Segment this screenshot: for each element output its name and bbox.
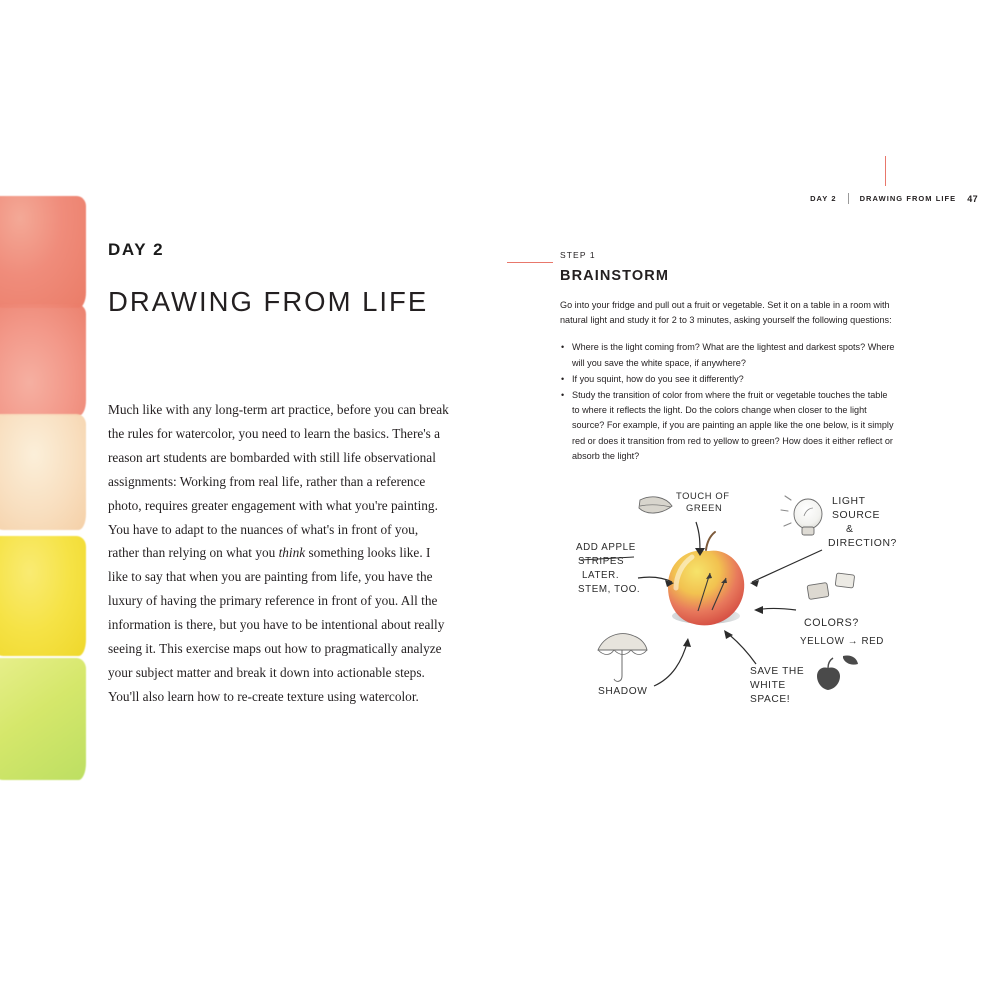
- swatch-peach: [0, 414, 86, 530]
- step-label: STEP 1: [560, 250, 596, 260]
- annotation-save-white-space: [750, 666, 804, 705]
- swatch-salmon: [0, 304, 86, 416]
- annotation-line: DIRECTION?: [828, 538, 897, 549]
- brainstorm-illustration: [560, 478, 920, 778]
- running-head: [810, 193, 978, 204]
- list-item: • If you squint, how do you see it differently?: [560, 372, 896, 387]
- annotation-line: LIGHT: [832, 496, 866, 507]
- annotation-line: SPACE!: [750, 694, 791, 705]
- annotation-line: SAVE THE: [750, 666, 805, 677]
- list-item: • Where is the light coming from? What are the lightest and darkest spots? Where will you save the white space, if anywhere?: [560, 340, 896, 370]
- body-text-part-2: something looks like. I like to say that when you are painting from life, you have the luxury of having the primary reference in front of you. All the information is there, but you have to be intentional about really seeing it. This exercise maps out how to pragmatically analyze your subject matter and break it down into actionable steps. You'll also learn how to re-create texture using watercolor.: [108, 545, 445, 704]
- annotation-colors: [800, 617, 884, 647]
- annotation-line: YELLOW → RED: [800, 636, 884, 647]
- leaf-icon: [639, 497, 672, 513]
- annotation-line: COLORS?: [804, 617, 859, 629]
- swatch-yellow: [0, 536, 86, 656]
- swatch-green-yellow: [0, 658, 86, 780]
- lightbulb-icon: [781, 496, 822, 535]
- question-list: [560, 340, 896, 464]
- annotation-line: WHITE: [750, 680, 786, 691]
- annotation-light-source: [828, 496, 897, 549]
- body-text-italic: think: [278, 545, 306, 561]
- annotation-line: GREEN: [686, 502, 723, 513]
- step-accent-rule: [507, 262, 553, 263]
- running-head-tick: [885, 156, 886, 186]
- annotation-line: STEM, TOO.: [578, 584, 641, 595]
- annotation-touch-of-green: [676, 490, 730, 513]
- body-text-part-1: Much like with any long-term art practice, before you can break the rules for watercolor, you need to learn the basics. There's a reason art students are bombarded with still life observational assignments: Working from real life, rather than a reference photo, requires greater engagement with what you're painting. You have to adapt to the nuances of what's in front of you, rather than relying on what you: [108, 402, 449, 561]
- day-label: DAY 2: [108, 240, 165, 259]
- annotation-line: &: [846, 524, 854, 535]
- running-head-divider: [848, 193, 849, 204]
- annotation-line: STRIPES: [578, 556, 625, 567]
- page-title: DRAWING FROM LIFE: [108, 286, 429, 317]
- step-intro-text: Go into your fridge and pull out a fruit or vegetable. Set it on a table in a room with natural light and study it for 2 to 3 minutes, asking yourself the following questions:: [560, 300, 892, 326]
- watercolor-swatch-column: [0, 196, 92, 786]
- right-page-column: [560, 250, 900, 465]
- annotation-line: TOUCH OF: [676, 490, 730, 501]
- step-title: BRAINSTORM: [560, 268, 670, 284]
- annotation-line: LATER.: [582, 570, 620, 581]
- annotation-line: SHADOW: [598, 686, 648, 697]
- list-item: • Study the transition of color from where the fruit or vegetable touches the table to where it reflects the light. Do the colors change when closer to the light source? For example, if you are painting an apple like the one below, is it simply red or does it transition from red to yellow to green? How does it either reflect or absorb the light?: [560, 388, 896, 464]
- running-head-chapter: DRAWING FROM LIFE: [859, 194, 957, 203]
- swatch-coral: [0, 196, 86, 308]
- dark-apple-icon: [817, 655, 858, 690]
- umbrella-icon: [598, 634, 647, 682]
- paint-swatch-icons: [807, 573, 855, 600]
- body-paragraph: [108, 398, 451, 709]
- apple-drawing: [668, 532, 744, 625]
- annotation-line: ADD APPLE: [576, 542, 636, 553]
- annotation-add-apple-stripes: [576, 542, 640, 595]
- page-number: 47: [967, 193, 978, 204]
- annotation-line: SOURCE: [832, 510, 881, 521]
- running-head-day: DAY 2: [810, 194, 837, 203]
- left-page-column: [108, 240, 454, 704]
- annotation-shadow: [598, 686, 647, 697]
